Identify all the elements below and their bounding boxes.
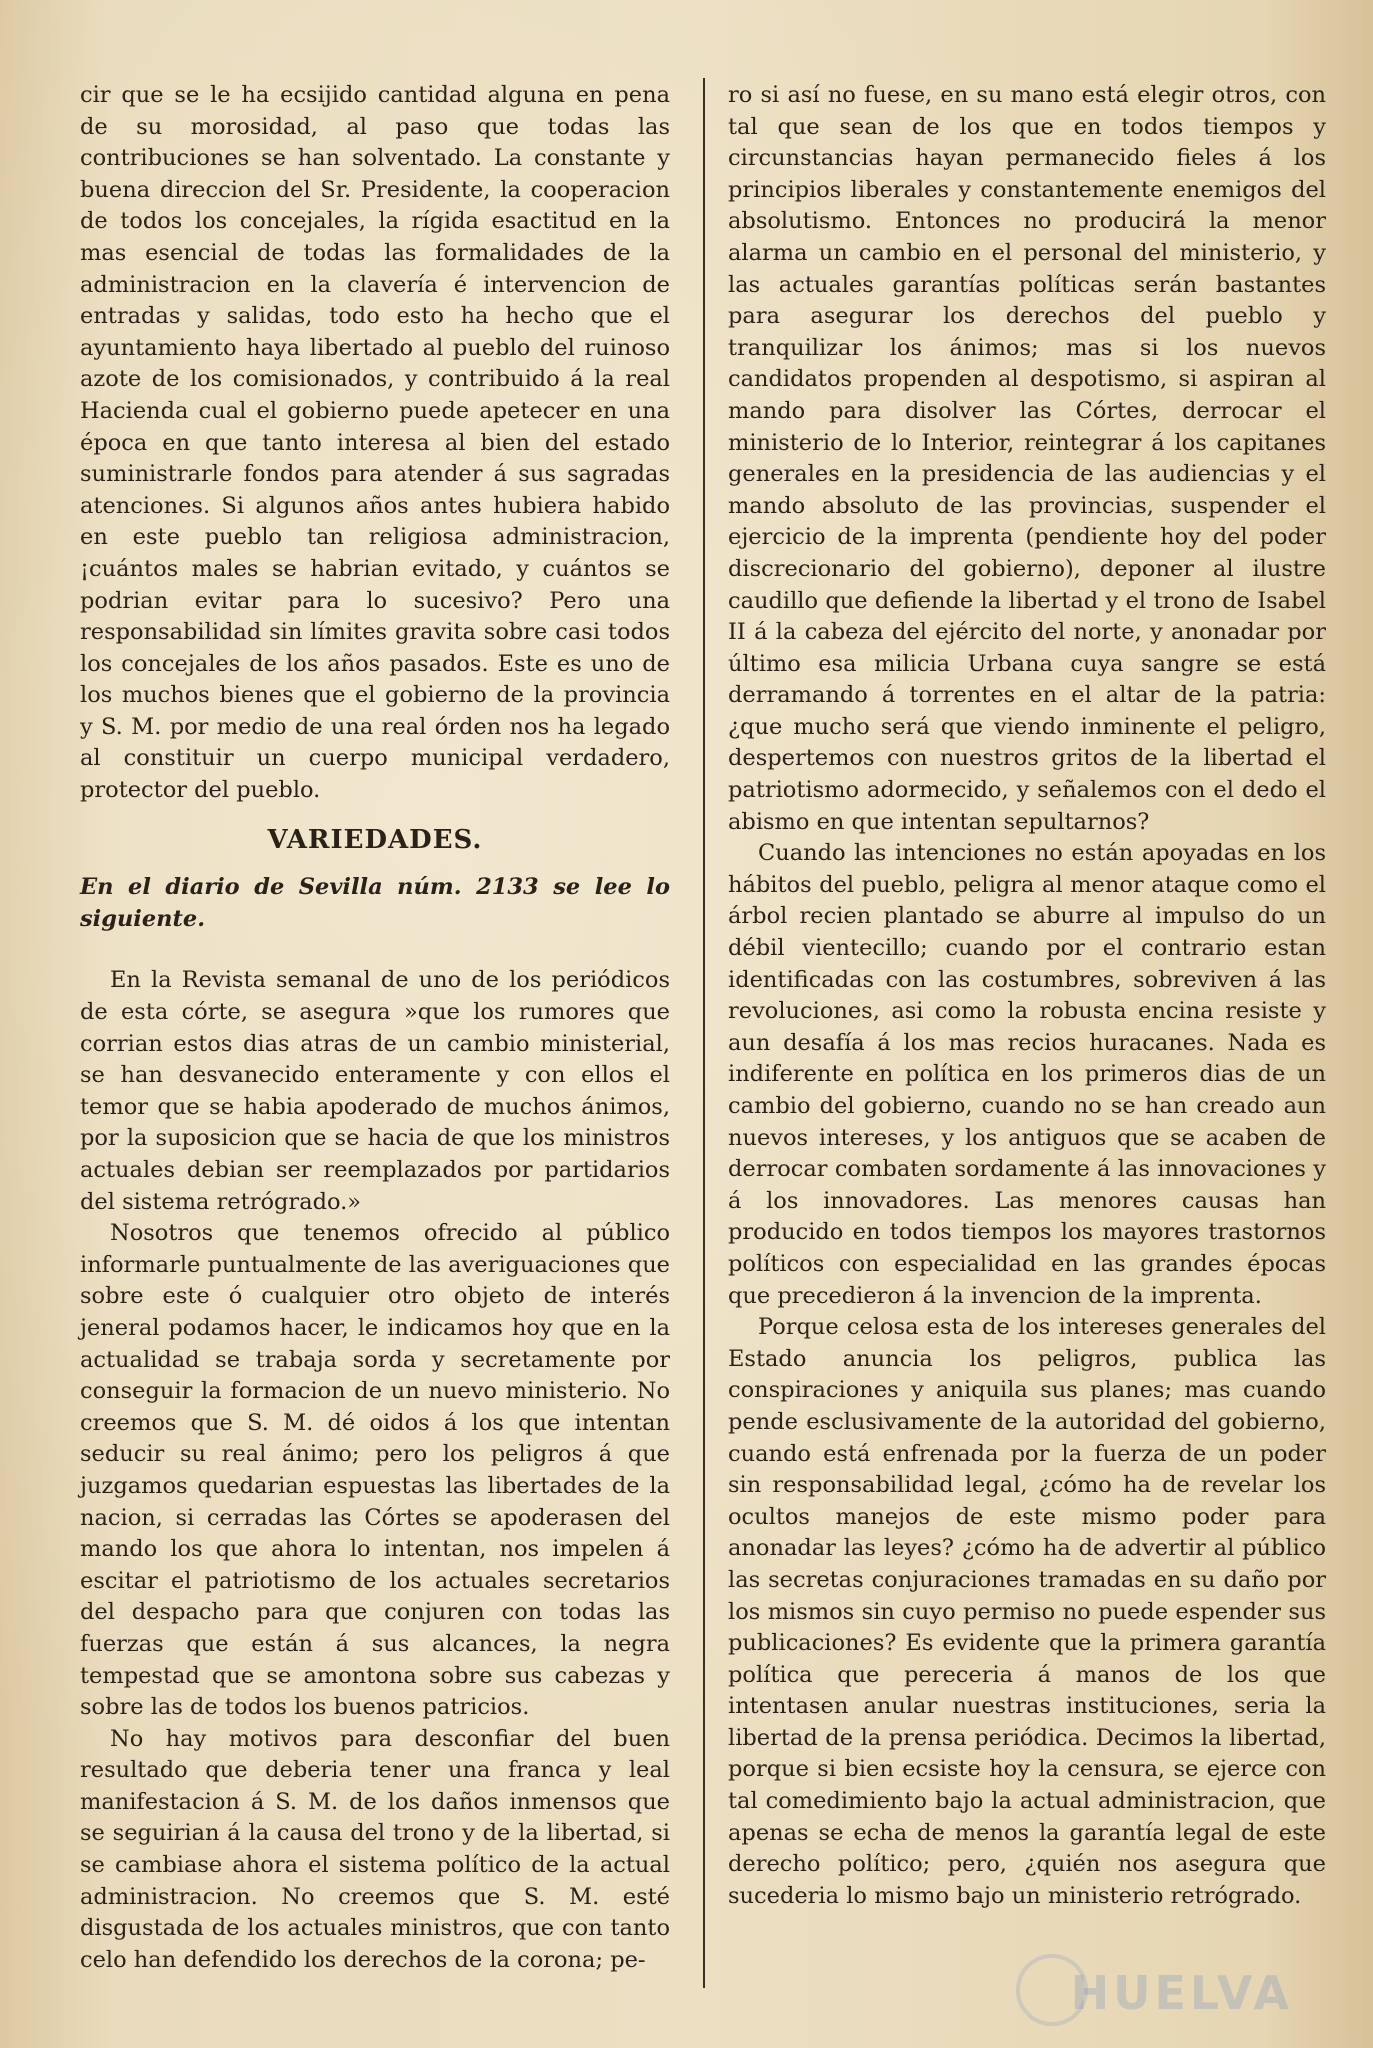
paragraph: Cuando las intenciones no están apoyadas en los hábitos del pueblo, peligra al menor ataque como el árbol recien plantado se aburre al impulso do un débil vientecillo; cuando por el contrario estan identificadas con las costumbres, sobreviven á las revoluciones, asi como la robusta encina resiste y aun desafía á los mas recios huracanes. Nada es indiferente en política en los primeros dias de un cambio del gobierno, cuando no se han creado aun nuevos intereses, y los antiguos que se acaben de derrocar combaten sordamente á las innovaciones y á los innovadores. Las menores causas han producido en todos tiempos los mayores trastornos políticos con especialidad en las grandes épocas que precedieron á la invencion de la imprenta.: [728, 840, 1326, 1309]
paragraph: ro si así no fuese, en su mano está elegir otros, con tal que sean de los que en todos tiempos y circunstancias hayan permanecido fieles á los principios liberales y constantemente enemigos del absolutismo. Entonces no producirá la menor alarma un cambio en el personal del ministerio, y las actuales garantías políticas serán bastantes para asegurar los derechos del pueblo y tranquilizar los ánimos; mas si los nuevos candidatos propenden al despotismo, si aspiran al mando para disolver las Córtes, derrocar el ministerio de lo Interior, reintegrar á los capitanes generales en la presidencia de las audiencias y el mando absoluto de las provincias, suspender el ejercicio de la imprenta (pendiente hoy del poder discrecionario del gobierno), deponer al ilustre caudillo que defiende la libertad y el trono de Isabel II á la cabeza del ejército del norte, y anonadar por último esa milicia Urbana cuya sangre se está derramando á torrentes en el altar de la patria: ¿que mucho será que viendo inminente el peligro, despertemos con nuestros gritos de la libertad el patriotismo adormecido, y señalemos con el dedo el abismo en que intentan sepultarnos?: [728, 82, 1326, 835]
paragraph: Nosotros que tenemos ofrecido al público informarle puntualmente de las averiguaciones que sobre este ó cualquier otro objeto de interés jeneral podamos hacer, le indicamos hoy que en la actualidad se trabaja sorda y secretamente por conseguir la formacion de un nuevo ministerio. No creemos que S. M. dé oidos á los que intentan seducir su real ánimo; pero los peligros á que juzgamos quedarian espuestas las libertades de la nacion, si cerradas las Córtes se apoderasen del mando los que ahora lo intentan, nos impelen á escitar el patriotismo de los actuales secretarios del despacho para que conjuren con todas las fuerzas que están á sus alcances, la negra tempestad que se amontona sobre sus cabezas y sobre las de todos los buenos patricios.: [80, 1220, 670, 1721]
section-title: VARIEDADES.: [267, 824, 483, 855]
paragraph: En la Revista semanal de uno de los periódicos de esta córte, se asegura »que los rumores que corrian estos dias atras de un cambio ministerial, se han desvanecido enteramente y con ellos el temor que se habia apoderado de muchos ánimos, por la suposicion que se hacia de que los ministros actuales debian ser reemplazados por partidarios del sistema retrógrado.»: [80, 967, 670, 1215]
right-column: [728, 80, 1326, 1912]
paragraph: Porque celosa esta de los intereses generales del Estado anuncia los peligros, publica las conspiraciones y aniquila sus planes; mas cuando pende esclusivamente de la autoridad del gobierno, cuando está enfrenada por la fuerza de un poder sin responsabilidad legal, ¿cómo ha de revelar los ocultos manejos de este mismo poder para anonadar las leyes? ¿cómo ha de advertir al público las secretas conjuraciones tramadas en su daño por los mismos sin cuyo permiso no puede espender sus publicaciones? Es evidente que la primera garantía política que pereceria á manos de los que intentasen anular nuestras instituciones, seria la libertad de la prensa periódica. Decimos la libertad, porque si bien ecsiste hoy la censura, se ejerce con tal comedimiento bajo la actual administracion, que apenas se echa de menos la garantía legal de este derecho político; pero, ¿quién nos asegura que sucederia lo mismo bajo un ministerio retrógrado.: [728, 1314, 1326, 1909]
left-column: [80, 80, 670, 1976]
paragraph: cir que se le ha ecsijido cantidad alguna en pena de su morosidad, al paso que todas las contribuciones se han solventado. La constante y buena direccion del Sr. Presidente, la cooperacion de todos los concejales, la rígida esactitud en la mas esencial de todas las formalidades de la administracion en la clavería é intervencion de entradas y salidas, todo esto ha hecho que el ayuntamiento haya libertado al pueblo del ruinoso azote de los comisionados, y contribuido á la real Hacienda cual el gobierno puede apetecer en una época en que tanto interesa al bien del estado suministrarle fondos para atender á sus sagradas atenciones. Si algunos años antes hubiera habido en este pueblo tan religiosa administracion, ¡cuántos males se habrian evitado, y cuántos se podrian evitar para lo sucesivo? Pero una responsabilidad sin límites gravita sobre casi todos los concejales de los años pasados. Este es uno de los muchos bienes que el gobierno de la provincia y S. M. por medio de una real órden nos ha legado al constituir un cuerpo municipal verdadero, protector del pueblo.: [80, 82, 670, 804]
paragraph: No hay motivos para desconfiar del buen resultado que deberia tener una franca y leal manifestacion á S. M. de los daños inmensos que se seguirian á la causa del trono y de la libertad, si se cambiase ahora el sistema político de la actual administracion. No creemos que S. M. esté disgustada de los actuales ministros, que con tanto celo han defendido los derechos de la corona; pe-: [80, 1725, 670, 1973]
archive-watermark: HUELVA: [1070, 1966, 1293, 2020]
column-divider: [703, 78, 705, 1988]
section-intro: En el diario de Sevilla núm. 2133 se lee lo siguiente.: [80, 874, 670, 932]
